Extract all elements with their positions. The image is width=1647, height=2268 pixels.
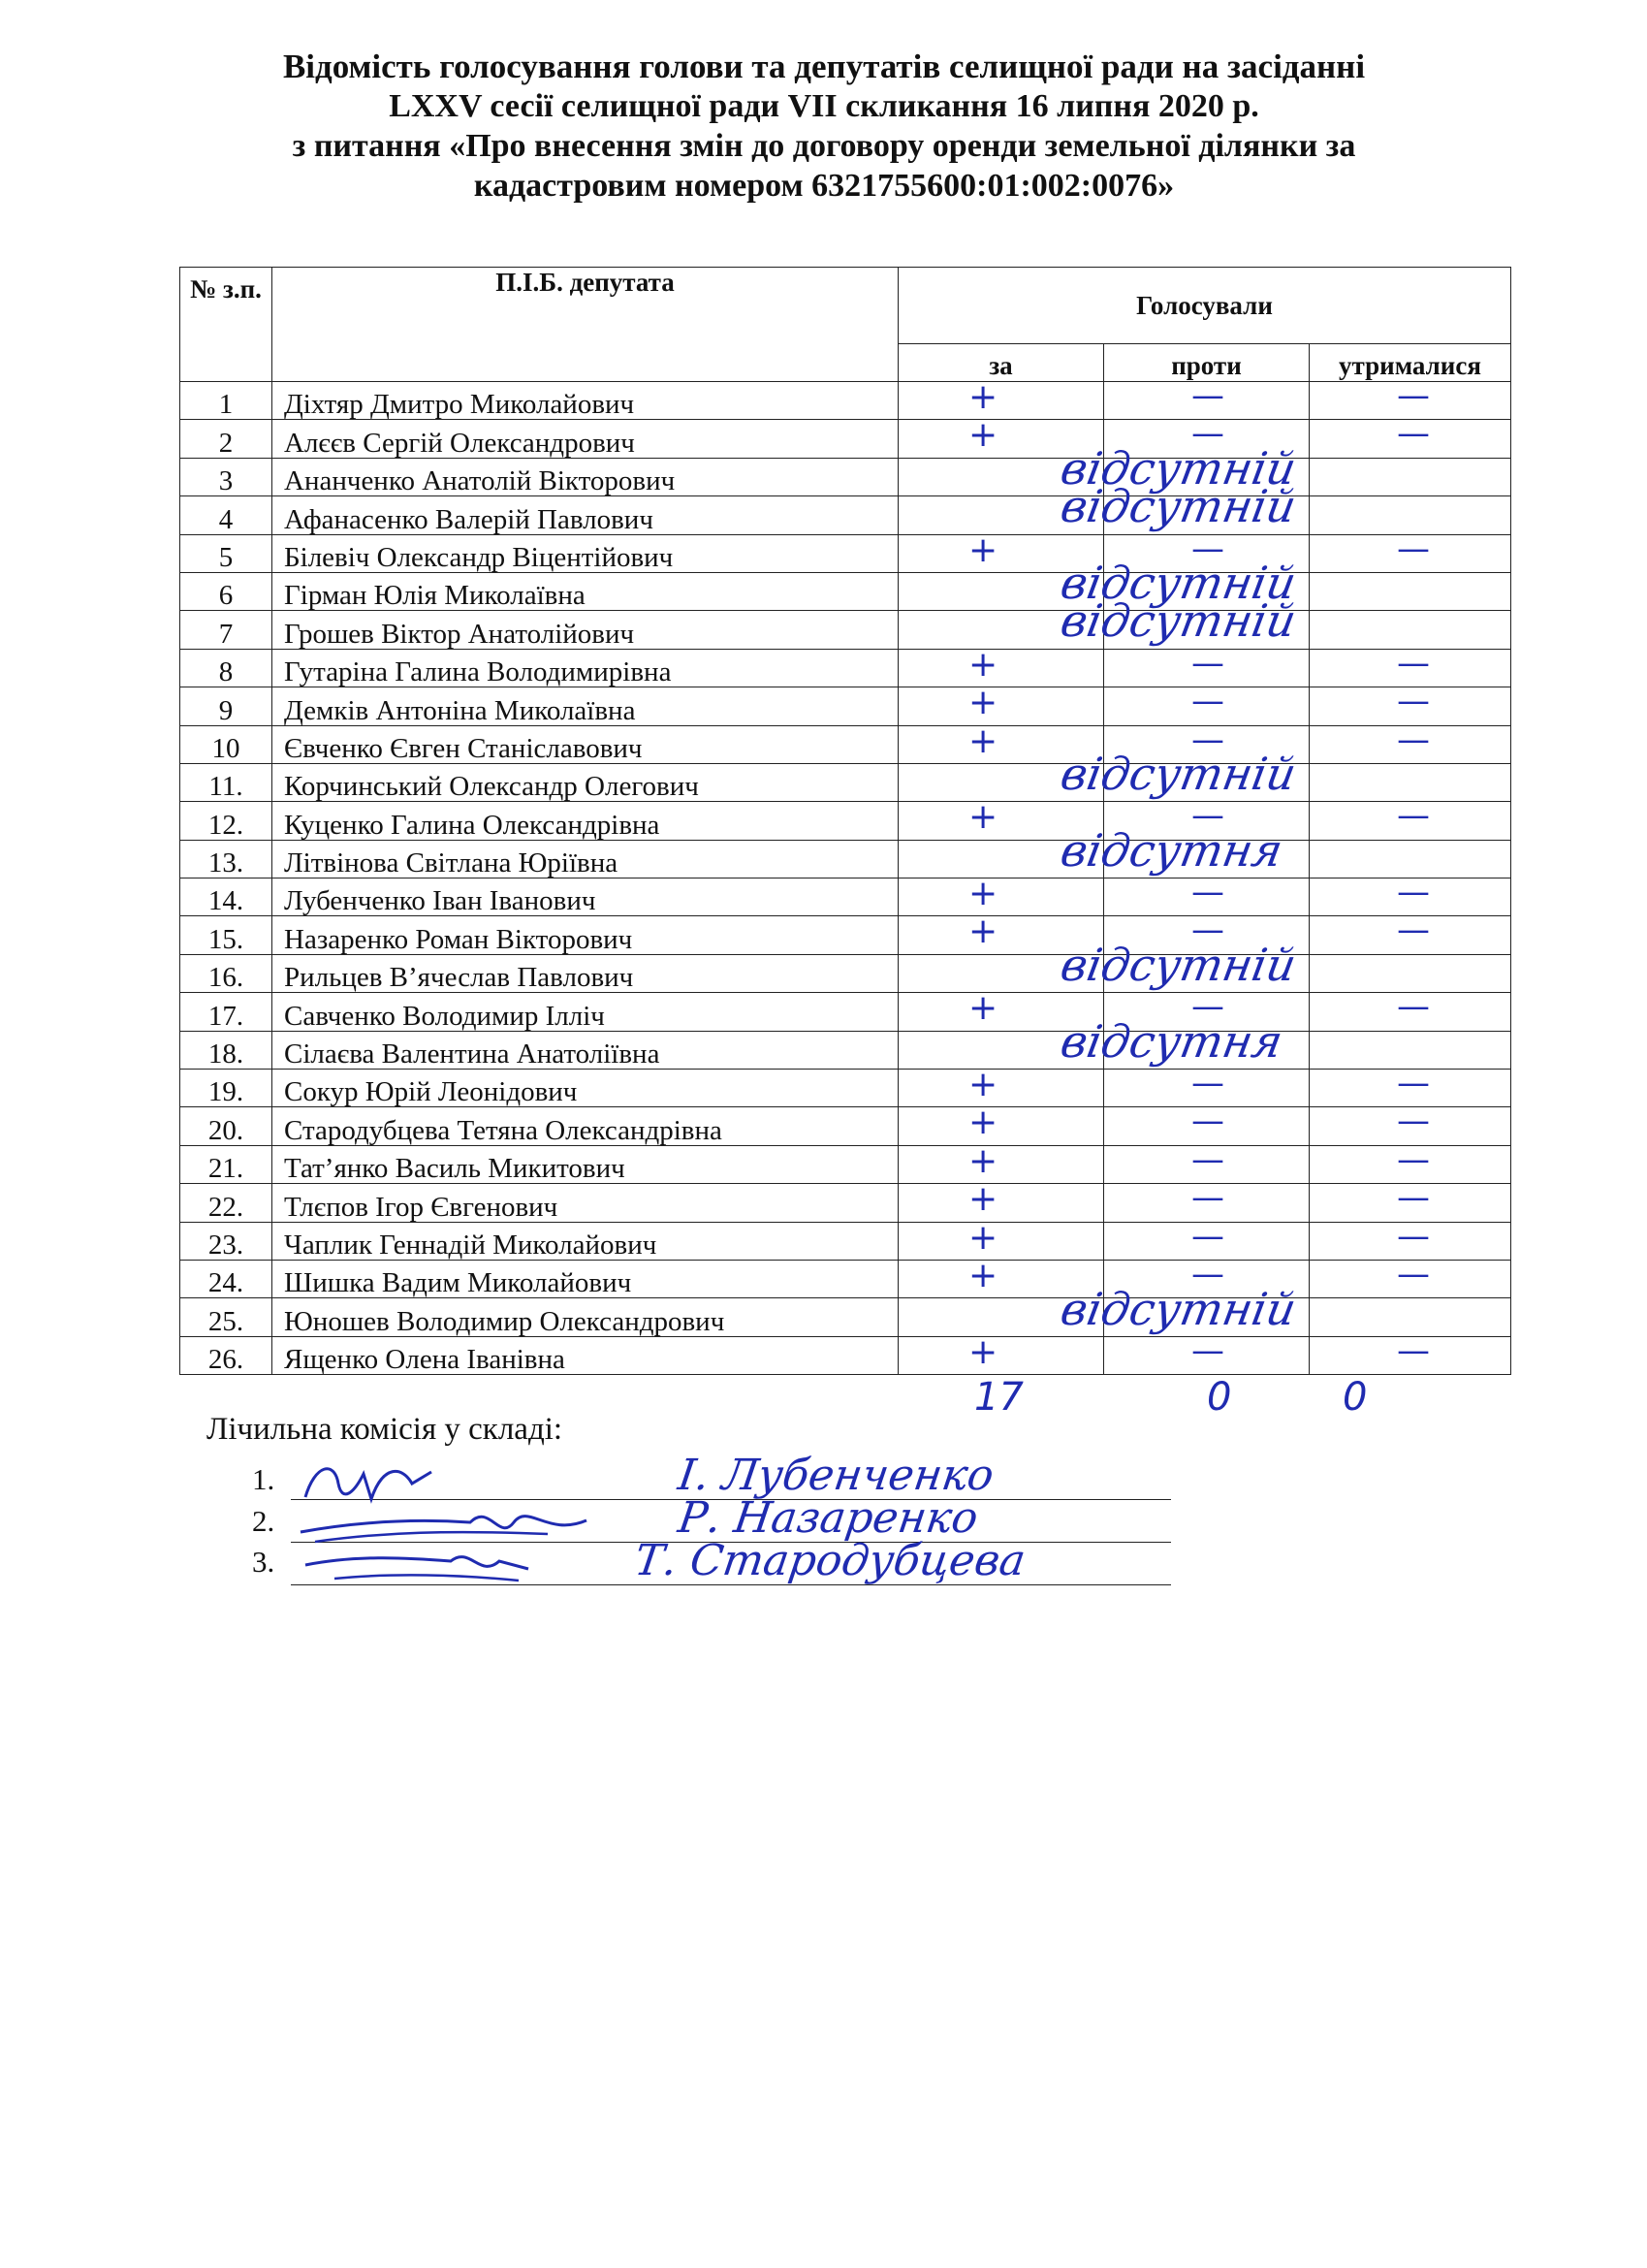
dash-mark: — — [1191, 987, 1224, 1027]
table-row — [180, 1107, 1511, 1145]
vote-cell-abstained — [1310, 414, 1511, 458]
row-number: 12. — [180, 802, 272, 840]
plus-mark: + — [968, 720, 998, 761]
row-number: 26. — [180, 1336, 272, 1374]
vote-cell-for — [899, 1217, 1104, 1260]
deputy-name: Ященко Олена Іванівна — [272, 1336, 899, 1374]
table-row — [180, 1222, 1511, 1260]
row-number: 7 — [180, 611, 272, 649]
header-against: проти — [1104, 344, 1310, 382]
row-number: 25. — [180, 1298, 272, 1336]
deputy-name: Юношев Володимир Олександрович — [272, 1298, 899, 1336]
row-number: 15. — [180, 916, 272, 954]
row-number: 24. — [180, 1260, 272, 1297]
deputy-name: Гірман Юлія Миколаївна — [272, 572, 899, 610]
plus-mark: + — [968, 874, 998, 914]
dash-mark: — — [1191, 643, 1224, 683]
row-number: 22. — [180, 1184, 272, 1222]
table-row — [180, 496, 1511, 534]
dash-mark: — — [1397, 1102, 1430, 1141]
deputy-name: Савченко Володимир Ілліч — [272, 993, 899, 1031]
sig-name-1: І. Лубенченко — [675, 1451, 998, 1500]
row-number: 17. — [180, 993, 272, 1031]
deputy-name: Шишка Вадим Миколайович — [272, 1260, 899, 1297]
vote-cell-for — [899, 1140, 1104, 1183]
dash-mark: — — [1191, 1216, 1224, 1256]
vote-cell-abstained — [1310, 528, 1511, 572]
table-row — [180, 725, 1511, 763]
header-number: № з.п. — [180, 268, 272, 382]
dash-mark: — — [1397, 1178, 1430, 1218]
vote-cell-abstained — [1310, 572, 1511, 610]
table-row — [180, 1336, 1511, 1374]
vote-cell-for — [899, 644, 1104, 687]
deputy-name: Євченко Євген Станіславович — [272, 725, 899, 763]
dash-mark: — — [1397, 910, 1430, 950]
voting-table — [179, 267, 1511, 1375]
table-row — [180, 916, 1511, 954]
total-abstained: 0 — [1343, 1375, 1368, 1420]
dash-mark: — — [1397, 1254, 1430, 1294]
header-abstained: утрималися — [1310, 344, 1511, 382]
deputy-name: Тлєпов Ігор Євгенович — [272, 1184, 899, 1222]
row-number: 8 — [180, 649, 272, 687]
header-voted: Голосували — [899, 268, 1511, 344]
absent-note: відсутній — [1057, 441, 1301, 495]
vote-cell-abstained — [1310, 910, 1511, 954]
sig-number-3: 3. — [252, 1545, 275, 1579]
plus-mark: + — [968, 1331, 998, 1372]
deputy-name: Демків Антоніна Миколаївна — [272, 687, 899, 725]
deputy-name: Афанасенко Валерій Павлович — [272, 496, 899, 534]
table-row — [180, 954, 1511, 992]
absent-note: відсутня — [1057, 823, 1287, 877]
plus-mark: + — [968, 1255, 998, 1295]
dash-mark: — — [1191, 1330, 1224, 1370]
table-row — [180, 1184, 1511, 1222]
plus-mark: + — [968, 415, 998, 456]
deputy-name: Чаплик Геннадій Миколайович — [272, 1222, 899, 1260]
vote-cell-abstained — [1310, 1330, 1511, 1374]
table-row — [180, 1031, 1511, 1069]
table-row — [180, 1298, 1511, 1336]
deputy-name: Діхтяр Дмитро Миколайович — [272, 382, 899, 420]
header-for: за — [899, 344, 1104, 382]
total-for: 17 — [974, 1375, 1024, 1420]
dash-mark: — — [1191, 1254, 1224, 1294]
table-row — [180, 1260, 1511, 1297]
sig-number-1: 1. — [252, 1462, 275, 1496]
row-number: 10 — [180, 725, 272, 763]
row-number: 18. — [180, 1031, 272, 1069]
commission-label: Лічильна комісія у складі: — [206, 1412, 563, 1447]
dash-mark: — — [1397, 1139, 1430, 1179]
vote-cell-for — [899, 683, 1104, 725]
title-line-4: кадастровим номером 6321755600:01:002:0076» — [473, 168, 1175, 204]
row-number: 2 — [180, 420, 272, 458]
table-row — [180, 763, 1511, 801]
deputy-name: Стародубцева Тетяна Олександрівна — [272, 1107, 899, 1145]
deputy-name: Грошев Віктор Анатолійович — [272, 611, 899, 649]
absent-note: відсутній — [1057, 480, 1301, 533]
table-row — [180, 572, 1511, 610]
vote-cell-for — [899, 1102, 1104, 1145]
dash-mark: — — [1397, 1216, 1430, 1256]
vote-cell-for — [899, 1331, 1104, 1374]
title-line-1: Відомість голосування голови та депутатів селищної ради на засіданні — [282, 48, 1366, 85]
sig-name-2: Р. Назаренко — [675, 1493, 981, 1543]
table-row — [180, 1070, 1511, 1107]
dash-mark: — — [1191, 1064, 1224, 1103]
sig-number-2: 2. — [252, 1504, 275, 1538]
vote-cell-abstained — [1310, 987, 1511, 1031]
plus-mark: + — [968, 988, 998, 1029]
dash-mark: — — [1191, 528, 1224, 568]
vote-cell-against — [1104, 1330, 1310, 1374]
vote-cell-for — [899, 377, 1104, 420]
dash-mark: — — [1191, 873, 1224, 912]
document-title — [165, 47, 1483, 206]
dash-mark: — — [1397, 682, 1430, 721]
vote-cell-abstained — [1310, 796, 1511, 840]
row-number: 20. — [180, 1107, 272, 1145]
absent-note: відсутня — [1057, 1014, 1287, 1068]
vote-cell-abstained — [1310, 719, 1511, 763]
deputy-name: Літвінова Світлана Юріївна — [272, 840, 899, 878]
dash-mark: — — [1191, 414, 1224, 454]
deputy-name: Тат’янко Василь Микитович — [272, 1145, 899, 1183]
dash-mark: — — [1191, 376, 1224, 415]
dash-mark: — — [1191, 682, 1224, 721]
plus-mark: + — [968, 644, 998, 685]
plus-mark: + — [968, 797, 998, 838]
deputy-name: Сокур Юрій Леонідович — [272, 1070, 899, 1107]
dash-mark: — — [1191, 1178, 1224, 1218]
title-line-2: LXXV сесії селищної ради VII скликання 16 липня 2020 р. — [389, 88, 1259, 124]
row-number: 5 — [180, 534, 272, 572]
dash-mark: — — [1397, 528, 1430, 568]
vote-cell-abstained — [1310, 458, 1511, 495]
table-row — [180, 687, 1511, 725]
vote-cell-for — [899, 874, 1104, 916]
plus-mark: + — [968, 1065, 998, 1105]
header-name: П.І.Б. депутата — [272, 268, 899, 382]
sig-name-3: Т. Стародубцева — [631, 1536, 1029, 1585]
dash-mark: — — [1397, 796, 1430, 836]
signature-3 — [296, 1536, 548, 1594]
absent-note: відсутній — [1057, 939, 1301, 991]
dash-mark: — — [1397, 376, 1430, 415]
plus-mark: + — [968, 1217, 998, 1258]
total-against: 0 — [1207, 1375, 1232, 1420]
absent-note: відсутній — [1057, 594, 1301, 648]
row-number: 3 — [180, 458, 272, 495]
row-number: 1 — [180, 382, 272, 420]
deputy-name: Корчинський Олександр Олегович — [272, 763, 899, 801]
row-number: 4 — [180, 496, 272, 534]
table-row — [180, 649, 1511, 687]
plus-mark: + — [968, 377, 998, 417]
plus-mark: + — [968, 911, 998, 952]
deputy-name: Лубенченко Іван Іванович — [272, 878, 899, 916]
plus-mark: + — [968, 1102, 998, 1143]
dash-mark: — — [1397, 643, 1430, 683]
deputy-name: Рильцев В’ячеслав Павлович — [272, 954, 899, 992]
table-row — [180, 534, 1511, 572]
dash-mark: — — [1397, 873, 1430, 912]
dash-mark: — — [1191, 796, 1224, 836]
row-number: 21. — [180, 1145, 272, 1183]
table-row — [180, 802, 1511, 840]
table-row — [180, 878, 1511, 916]
deputy-name: Алєєв Сергій Олександрович — [272, 420, 899, 458]
absent-note: відсутній — [1057, 557, 1301, 609]
table-row — [180, 382, 1511, 420]
title-line-3: з питання «Про внесення змін до договору оренди земельної ділянки за — [292, 128, 1356, 164]
deputy-name: Білевіч Олександр Віцентійович — [272, 534, 899, 572]
dash-mark: — — [1397, 719, 1430, 759]
vote-cell-for — [899, 1065, 1104, 1107]
dash-mark: — — [1397, 1064, 1430, 1103]
vote-cell-abstained — [1310, 1254, 1511, 1297]
row-number: 23. — [180, 1222, 272, 1260]
dash-mark: — — [1397, 1330, 1430, 1370]
dash-mark: — — [1397, 414, 1430, 454]
dash-mark: — — [1191, 719, 1224, 759]
table-row — [180, 840, 1511, 878]
deputy-name: Куценко Галина Олександрівна — [272, 802, 899, 840]
row-number: 19. — [180, 1070, 272, 1107]
row-number: 14. — [180, 878, 272, 916]
table-row — [180, 611, 1511, 649]
absent-note: відсутній — [1057, 1282, 1301, 1335]
row-number: 16. — [180, 954, 272, 992]
row-number: 6 — [180, 572, 272, 610]
table-row — [180, 1145, 1511, 1183]
deputy-name: Гутаріна Галина Володимирівна — [272, 649, 899, 687]
table-row — [180, 458, 1511, 495]
deputy-name: Сілаєва Валентина Анатоліївна — [272, 1031, 899, 1069]
deputy-name: Назаренко Роман Вікторович — [272, 916, 899, 954]
row-number: 13. — [180, 840, 272, 878]
dash-mark: — — [1191, 910, 1224, 950]
plus-mark: + — [968, 683, 998, 723]
plus-mark: + — [968, 1179, 998, 1220]
table-row — [180, 993, 1511, 1031]
vote-cell-for — [899, 1179, 1104, 1222]
dash-mark: — — [1397, 987, 1430, 1027]
absent-note: відсутній — [1057, 748, 1301, 800]
dash-mark: — — [1191, 1139, 1224, 1179]
dash-mark: — — [1191, 1102, 1224, 1141]
plus-mark: + — [968, 1140, 998, 1181]
row-number: 11. — [180, 763, 272, 801]
deputy-name: Ананченко Анатолій Вікторович — [272, 458, 899, 495]
table-row — [180, 420, 1511, 458]
row-number: 9 — [180, 687, 272, 725]
plus-mark: + — [968, 529, 998, 570]
